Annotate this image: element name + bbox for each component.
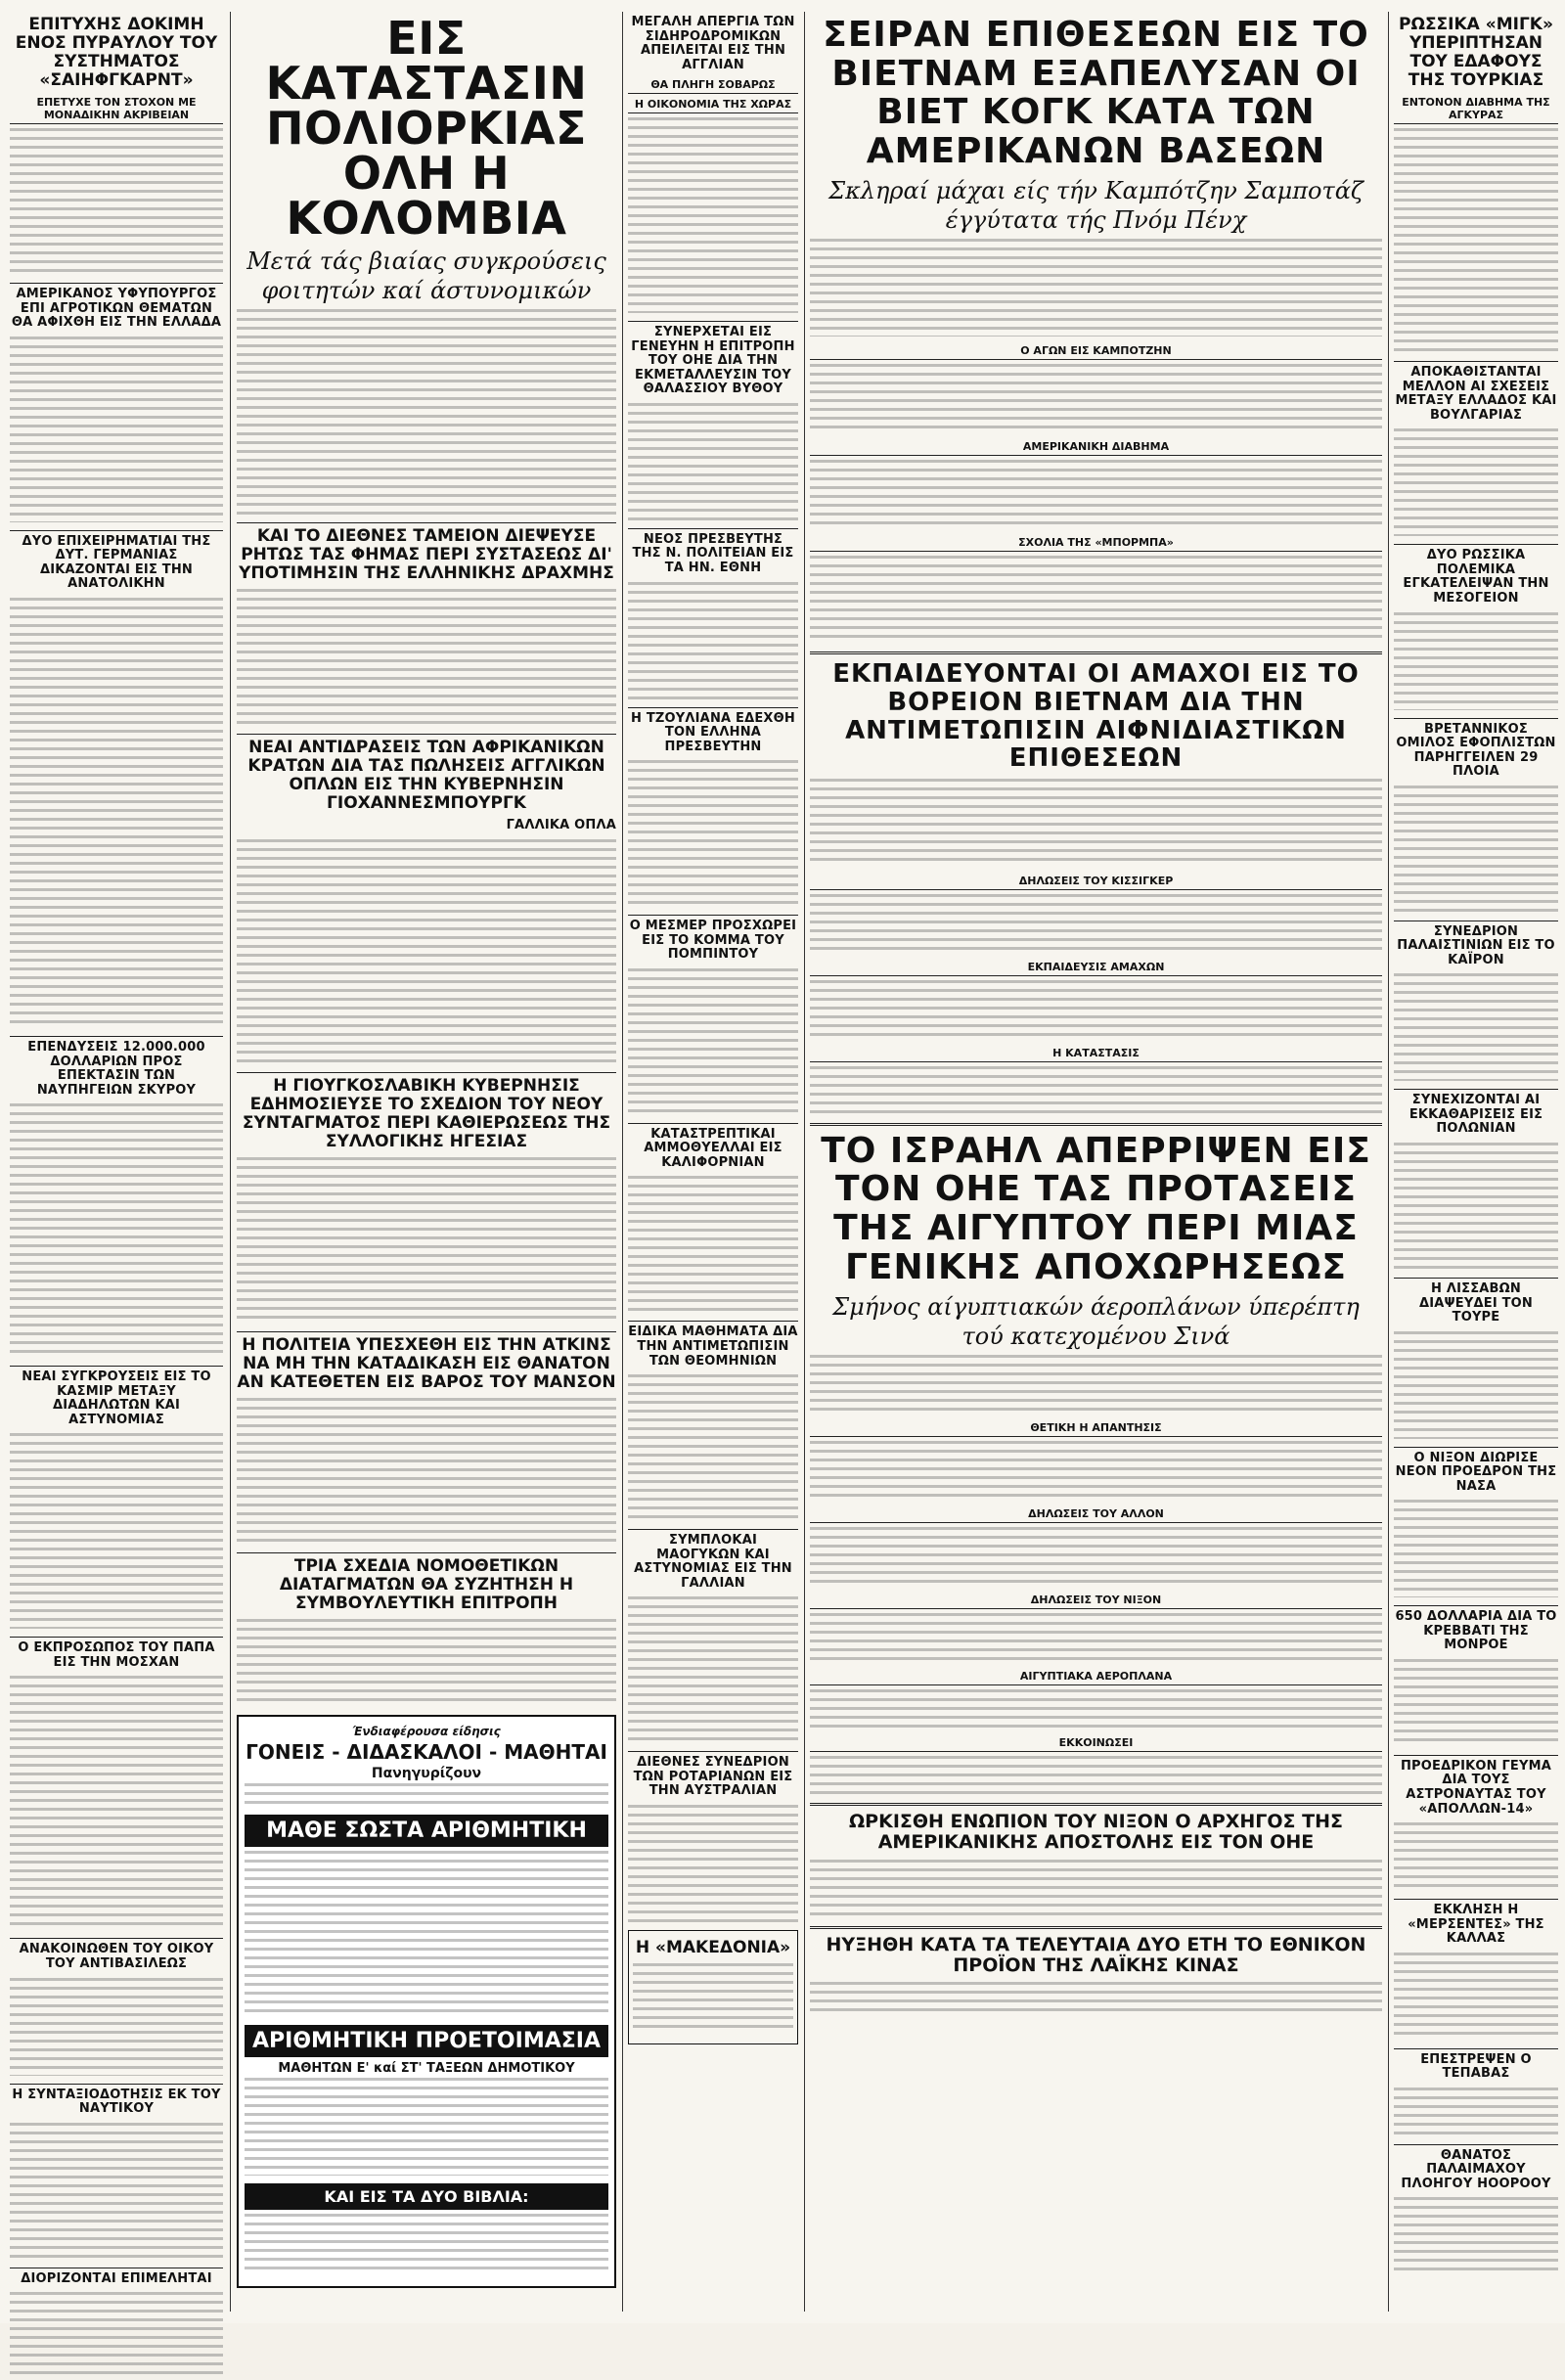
kicker: ΑΜΕΡΙΚΑΝΙΚΗ ΔΙΑΒΗΜΑ bbox=[810, 440, 1382, 456]
article-body bbox=[1394, 1331, 1558, 1439]
article-body bbox=[237, 309, 616, 515]
article-body bbox=[237, 839, 616, 1064]
article-body bbox=[628, 117, 798, 313]
headline: ΚΑΙ ΤΟ ΔΙΕΘΝΕΣ ΤΑΜΕΙΟΝ ΔΙΕΨΕΥΣΕ ΡΗΤΩΣ ΤΑΣ ΦΗΜΑΣ ΠΕΡΙ ΣΥΣΤΑΣΕΩΣ ΔΙ' ΥΠΟΤΙΜΗΣΙΝ ΤΗΣ ΕΛΛΗΝΙΚΗΣ ΔΡΑΧΜΗΣ bbox=[239, 526, 614, 584]
divider bbox=[237, 522, 616, 523]
divider bbox=[1394, 1605, 1558, 1606]
main-headline: ΣΕΙΡΑΝ ΕΠΙΘΕΣΕΩΝ ΕΙΣ ΤΟ ΒΙΕΤΝΑΜ ΕΞΑΠΕΛΥΣΑΝ ΟΙ ΒΙΕΤ ΚΟΓΚ ΚΑΤΑ ΤΩΝ ΑΜΕΡΙΚΑΝΩΝ ΒΑΣΕΩΝ bbox=[823, 15, 1369, 171]
article-body bbox=[237, 1398, 616, 1545]
article-body bbox=[810, 460, 1382, 528]
ad-banner: ΑΡΙΘΜΗΤΙΚΗ ΠΡΟΕΤΟΙΜΑΣΙΑ bbox=[245, 2025, 608, 2057]
ad-body bbox=[245, 1851, 608, 2017]
article-body bbox=[810, 1860, 1382, 1918]
article-body bbox=[1394, 1500, 1558, 1597]
column-5 bbox=[1394, 12, 1558, 2312]
headline: ΤΡΙΑ ΣΧΕΔΙΑ ΝΟΜΟΘΕΤΙΚΩΝ ΔΙΑΤΑΓΜΑΤΩΝ ΘΑ ΣΥΖΗΤΗΣΗ Η ΣΥΜΒΟΥΛΕΥΤΙΚΗ ΕΠΙΤΡΟΠΗ bbox=[279, 1555, 574, 1614]
headline: ΚΑΤΑΣΤΡΕΠΤΙΚΑΙ ΑΜΜΟΘΥΕΛΛΑΙ ΕΙΣ ΚΑΛΙΦΟΡΝΙΑΝ bbox=[644, 1126, 782, 1170]
headline: Η ΤΖΟΥΛΙΑΝΑ ΕΔΕΧΘΗ ΤΟΝ ΕΛΛΗΝΑ ΠΡΕΣΒΕΥΤΗΝ bbox=[631, 710, 795, 754]
main-headline: ΕΙΣ ΚΑΤΑΣΤΑΣΙΝ ΠΟΛΙΟΡΚΙΑΣ ΟΛΗ Η ΚΟΛΟΜΒΙΑ bbox=[265, 12, 588, 245]
headline: ΜΕΓΑΛΗ ΑΠΕΡΓΙΑ ΤΩΝ ΣΙΔΗΡΟΔΡΟΜΙΚΩΝ ΑΠΕΙΛΕΙΤΑΙ ΕΙΣ ΤΗΝ ΑΓΓΛΙΑΝ bbox=[631, 15, 795, 72]
article-body bbox=[10, 337, 223, 522]
subheadline: Σμήνος αίγυπτιακών άεροπλάνων ύπερέπτη τού κατεχομένου Σινά bbox=[832, 1293, 1360, 1351]
article-body bbox=[10, 2123, 223, 2260]
headline: Η ΓΙΟΥΓΚΟΣΛΑΒΙΚΗ ΚΥΒΕΡΝΗΣΙΣ ΕΔΗΜΟΣΙΕΥΣΕ ΤΟ ΣΧΕΔΙΟΝ ΤΟΥ ΝΕΟΥ ΣΥΝΤΑΓΜΑΤΟΣ ΠΕΡΙ ΚΑΘΙΕΡΩΣΕΩΣ ΤΗΣ ΣΥΛΛΟΓΙΚΗΣ ΗΓΕΣΙΑΣ bbox=[242, 1075, 611, 1151]
divider bbox=[10, 1366, 223, 1367]
article-body bbox=[1394, 786, 1558, 913]
divider bbox=[237, 1072, 616, 1073]
kicker: ΣΧΟΛΙΑ ΤΗΣ «ΜΠΟΡΜΠΑ» bbox=[810, 536, 1382, 552]
headline: ΣΥΝΕΡΧΕΤΑΙ ΕΙΣ ΓΕΝΕΥΗΝ Η ΕΠΙΤΡΟΠΗ ΤΟΥ ΟΗΕ ΔΙΑ ΤΗΝ ΕΚΜΕΤΑΛΛΕΥΣΙΝ ΤΟΥ ΘΑΛΑΣΣΙΟΥ ΒΥΘΟΥ bbox=[631, 325, 795, 397]
headline: ΘΑΝΑΤΟΣ ΠΑΛΑΙΜΑΧΟΥ ΠΛΟΗΓΟΥ ΗΟΟΡΟΟΥ bbox=[1401, 2147, 1551, 2191]
article-body bbox=[1394, 612, 1558, 710]
headline: ΑΝΑΚΟΙΝΩΘΕΝ ΤΟΥ ΟΙΚΟΥ ΤΟΥ ΑΝΤΙΒΑΣΙΛΕΩΣ bbox=[19, 1942, 214, 1971]
headline: ΔΙΕΘΝΕΣ ΣΥΝΕΔΡΙΟΝ ΤΩΝ ΡΟΤΑΡΙΑΝΩΝ ΕΙΣ ΤΗΝ ΑΥΣΤΡΑΛΙΑΝ bbox=[633, 1755, 793, 1799]
headline: ΕΙΔΙΚΑ ΜΑΘΗΜΑΤΑ ΔΙΑ ΤΗΝ ΑΝΤΙΜΕΤΩΠΙΣΙΝ ΤΩΝ ΘΕΟΜΗΝΙΩΝ bbox=[628, 1325, 798, 1369]
article-body bbox=[1394, 1822, 1558, 1891]
kicker: ΑΙΓΥΠΤΙΑΚΑ ΑΕΡΟΠΛΑΝΑ bbox=[810, 1670, 1382, 1685]
headline: ΣΥΝΕΧΙΖΟΝΤΑΙ ΑΙ ΕΚΚΑΘΑΡΙΣΕΙΣ ΕΙΣ ΠΟΛΩΝΙΑΝ bbox=[1408, 1093, 1543, 1137]
ad-banner: ΚΑΙ ΕΙΣ ΤΑ ΔΥΟ ΒΙΒΛΙΑ: bbox=[245, 2183, 608, 2210]
divider bbox=[1394, 2144, 1558, 2145]
divider bbox=[1394, 1447, 1558, 1448]
divider bbox=[1394, 718, 1558, 719]
divider bbox=[237, 1331, 616, 1332]
divider bbox=[237, 1552, 616, 1553]
subheadline: Μετά τάς βιαίας συγκρούσεις φοιτητών καί άστυνομικών bbox=[246, 247, 606, 304]
kicker: ΔΗΛΩΣΕΙΣ ΤΟΥ ΚΙΣΣΙΓΚΕΡ bbox=[810, 875, 1382, 890]
kicker: ΔΗΛΩΣΕΙΣ ΤΟΥ ΝΙΞΟΝ bbox=[810, 1594, 1382, 1609]
divider bbox=[628, 915, 798, 916]
article-body bbox=[10, 1676, 223, 1930]
column-rule bbox=[804, 12, 805, 2312]
article-body bbox=[810, 1355, 1382, 1414]
kicker: ΕΚΠΑΙΔΕΥΣΙΣ ΑΜΑΧΩΝ bbox=[810, 961, 1382, 976]
ad-banner: ΜΑΘΕ ΣΩΣΤΑ ΑΡΙΘΜΗΤΙΚΗ bbox=[245, 1815, 608, 1847]
headline: Η ΣΥΝΤΑΞΙΟΔΟΤΗΣΙΣ ΕΚ ΤΟΥ ΝΑΥΤΙΚΟΥ bbox=[12, 2087, 221, 2117]
article-body bbox=[628, 968, 798, 1115]
headline: ΣΥΜΠΛΟΚΑΙ ΜΑΟΓΥΚΩΝ ΚΑΙ ΑΣΤΥΝΟΜΙΑΣ ΕΙΣ ΤΗΝ ΓΑΛΛΙΑΝ bbox=[634, 1533, 792, 1591]
notice-body bbox=[633, 1963, 793, 2032]
headline: ΤΟ ΙΣΡΑΗΛ ΑΠΕΡΡΙΨΕΝ ΕΙΣ ΤΟΝ ΟΗΕ ΤΑΣ ΠΡΟΤΑΣΕΙΣ ΤΗΣ ΑΙΓΥΠΤΟΥ ΠΕΡΙ ΜΙΑΣ ΓΕΝΙΚΗΣ ΑΠΟΧΩΡΗΣΕΩΣ bbox=[821, 1130, 1371, 1287]
headline: ΩΡΚΙΣΘΗ ΕΝΩΠΙΟΝ ΤΟΥ ΝΙΞΟΝ Ο ΑΡΧΗΓΟΣ ΤΗΣ ΑΜΕΡΙΚΑΝΙΚΗΣ ΑΠΟΣΤΟΛΗΣ ΕΙΣ ΤΟΝ ΟΗΕ bbox=[849, 1811, 1343, 1854]
divider bbox=[628, 1751, 798, 1752]
kicker: ΕΠΕΤΥΧΕ ΤΟΝ ΣΤΟΧΟΝ ΜΕ ΜΟΝΑΔΙΚΗΝ ΑΚΡΙΒΕΙΑΝ bbox=[10, 96, 223, 124]
headline: ΡΩΣΣΙΚΑ «ΜΙΓΚ» ΥΠΕΡΙΠΤΗΣΑΝ ΤΟΥ ΕΔΑΦΟΥΣ ΤΗΣ ΤΟΥΡΚΙΑΣ bbox=[1399, 15, 1553, 91]
article-body bbox=[810, 779, 1382, 867]
article-body bbox=[810, 556, 1382, 644]
divider bbox=[10, 1938, 223, 1939]
article-body bbox=[628, 582, 798, 699]
divider bbox=[10, 2084, 223, 2085]
ad-subtitle: Πανηγυρίζουν bbox=[371, 1766, 482, 1782]
article-body bbox=[1394, 2088, 1558, 2136]
article-body bbox=[10, 2292, 223, 2380]
ad-subtitle: ΜΑΘΗΤΩΝ Ε' καί ΣΤ' ΤΑΞΕΩΝ ΔΗΜΟΤΙΚΟΥ bbox=[278, 2061, 575, 2077]
headline: ΝΕΑΙ ΑΝΤΙΔΡΑΣΕΙΣ ΤΩΝ ΑΦΡΙΚΑΝΙΚΩΝ ΚΡΑΤΩΝ ΔΙΑ ΤΑΣ ΠΩΛΗΣΕΙΣ ΑΓΓΛΙΚΩΝ ΟΠΛΩΝ ΕΙΣ ΤΗΝ ΚΥΒΕΡΝΗΣΙΝ ΓΙΟΧΑΝΝΕΣΜΠΟΥΡΓΚ bbox=[247, 738, 605, 814]
article-body bbox=[237, 1619, 616, 1707]
article-body bbox=[1394, 428, 1558, 536]
ad-body bbox=[245, 2214, 608, 2272]
article-body bbox=[810, 1441, 1382, 1500]
headline: Η ΠΟΛΙΤΕΙΑ ΥΠΕΣΧΕΘΗ ΕΙΣ ΤΗΝ ΑΤΚΙΝΣ ΝΑ ΜΗ ΤΗΝ ΚΑΤΑΔΙΚΑΣΗ ΕΙΣ ΘΑΝΑΤΟΝ ΑΝ ΚΑΤΕΘΕΤΕΝ ΕΙΣ ΒΑΡΟΣ ΤΟΥ ΜΑΝΣΟΝ bbox=[237, 1334, 616, 1392]
headline: ΕΠΕΣΤΡΕΨΕΝ Ο ΤΕΠΑΒΑΣ bbox=[1420, 2051, 1532, 2082]
headline: Ο ΜΕΣΜΕΡ ΠΡΟΣΧΩΡΕΙ ΕΙΣ ΤΟ ΚΟΜΜΑ ΤΟΥ ΠΟΜΠΙΝΤΟΥ bbox=[629, 919, 797, 963]
headline: ΕΠΙΤΥΧΗΣ ΔΟΚΙΜΗ ΕΝΟΣ ΠΥΡΑΥΛΟΥ ΤΟΥ ΣΥΣΤΗΜΑΤΟΣ «ΣΑΙΗΦΓΚΑΡΝΤ» bbox=[15, 15, 218, 91]
article-body bbox=[810, 1689, 1382, 1729]
divider bbox=[628, 528, 798, 529]
headline: ΔΙΟΡΙΖΟΝΤΑΙ ΕΠΙΜΕΛΗΤΑΙ bbox=[21, 2270, 212, 2286]
column-3 bbox=[628, 12, 798, 2312]
byline: ΘΑ ΠΛΗΓΗ ΣΟΒΑΡΩΣ bbox=[628, 78, 798, 94]
article-body bbox=[810, 1527, 1382, 1586]
article-body bbox=[1394, 128, 1558, 353]
article-body bbox=[1394, 1143, 1558, 1270]
column-rule bbox=[622, 12, 623, 2312]
article-body bbox=[810, 239, 1382, 337]
article-body bbox=[237, 1157, 616, 1324]
divider bbox=[10, 1036, 223, 1037]
headline: ΔΥΟ ΡΩΣΣΙΚΑ ΠΟΛΕΜΙΚΑ ΕΓΚΑΤΕΛΕΙΨΑΝ ΤΗΝ ΜΕΣΟΓΕΙΟΝ bbox=[1403, 548, 1549, 606]
headline: ΕΚΚΛΗΣΗ Η «ΜΕΡΣΕΝΤΕΣ» ΤΗΣ ΚΑΛΛΑΣ bbox=[1408, 1903, 1544, 1947]
article-body bbox=[628, 760, 798, 907]
column-rule bbox=[1388, 12, 1389, 2312]
divider bbox=[810, 1926, 1382, 1929]
headline: ΑΠΟΚΑΘΙΣΤΑΝΤΑΙ ΜΕΛΛΟΝ ΑΙ ΣΧΕΣΕΙΣ ΜΕΤΑΞΥ ΕΛΛΑΔΟΣ ΚΑΙ ΒΟΥΛΓΑΡΙΑΣ bbox=[1395, 365, 1557, 423]
article-body bbox=[10, 128, 223, 275]
divider bbox=[628, 321, 798, 322]
divider bbox=[10, 283, 223, 284]
column-rule bbox=[230, 12, 231, 2312]
article-body bbox=[628, 1374, 798, 1521]
article-body bbox=[810, 1982, 1382, 2011]
article-body bbox=[628, 1805, 798, 1922]
headline: ΑΜΕΡΙΚΑΝΟΣ ΥΦΥΠΟΥΡΓΟΣ ΕΠΙ ΑΓΡΟΤΙΚΩΝ ΘΕΜΑΤΩΝ ΘΑ ΑΦΙΧΘΗ ΕΙΣ ΤΗΝ ΕΛΛΑΔΑ bbox=[11, 287, 222, 331]
ad-body bbox=[245, 2078, 608, 2176]
divider bbox=[1394, 361, 1558, 362]
headline: ΗΥΞΗΘΗ ΚΑΤΑ ΤΑ ΤΕΛΕΥΤΑΙΑ ΔΥΟ ΕΤΗ ΤΟ ΕΘΝΙΚΟΝ ΠΡΟΪΟΝ ΤΗΣ ΛΑΪΚΗΣ ΚΙΝΑΣ bbox=[826, 1933, 1366, 1976]
article-body bbox=[1394, 1953, 1558, 2041]
headline: ΝΕΑΙ ΣΥΓΚΡΟΥΣΕΙΣ ΕΙΣ ΤΟ ΚΑΣΜΙΡ ΜΕΤΑΞΥ ΔΙΑΔΗΛΩΤΩΝ ΚΑΙ ΑΣΤΥΝΟΜΙΑΣ bbox=[22, 1370, 211, 1427]
article-body bbox=[10, 1103, 223, 1358]
divider bbox=[810, 1803, 1382, 1806]
headline: Ο ΕΚΠΡΟΣΩΠΟΣ ΤΟΥ ΠΑΠΑ ΕΙΣ ΤΗΝ ΜΟΣΧΑΝ bbox=[18, 1640, 215, 1670]
article-body bbox=[810, 1066, 1382, 1115]
column-2 bbox=[237, 12, 616, 2312]
kicker: ΕΚΚΟΙΝΩΣΕΙ bbox=[810, 1736, 1382, 1752]
headline: ΔΥΟ ΕΠΙΧΕΙΡΗΜΑΤΙΑΙ ΤΗΣ ΔΥΤ. ΓΕΡΜΑΝΙΑΣ ΔΙΚΑΖΟΝΤΑΙ ΕΙΣ ΤΗΝ ΑΝΑΤΟΛΙΚΗΝ bbox=[22, 533, 211, 592]
article-body bbox=[1394, 973, 1558, 1081]
headline: ΕΠΕΝΔΥΣΕΙΣ 12.000.000 ΔΟΛΛΑΡΙΩΝ ΠΡΟΣ ΕΠΕΚΤΑΣΙΝ ΤΩΝ ΝΑΥΠΗΓΕΙΩΝ ΣΚΥΡΟΥ bbox=[27, 1039, 205, 1098]
ad-body bbox=[245, 1783, 608, 1807]
boxed-notice bbox=[628, 1930, 798, 2044]
ad-title: ΓΟΝΕΙΣ - ΔΙΔΑΣΚΑΛΟΙ - ΜΑΘΗΤΑΙ bbox=[246, 1740, 607, 1765]
article-body bbox=[10, 1433, 223, 1629]
article-body bbox=[628, 1596, 798, 1743]
article-body bbox=[810, 980, 1382, 1039]
divider bbox=[1394, 1899, 1558, 1900]
article-body bbox=[10, 1978, 223, 2076]
kicker: Η ΟΙΚΟΝΟΜΙΑ ΤΗΣ ΧΩΡΑΣ bbox=[628, 98, 798, 113]
article-body bbox=[10, 598, 223, 1028]
divider bbox=[237, 734, 616, 735]
divider bbox=[628, 707, 798, 708]
article-body bbox=[810, 1756, 1382, 1795]
divider bbox=[628, 1529, 798, 1530]
headline: ΠΡΟΕΔΡΙΚΟΝ ΓΕΥΜΑ ΔΙΑ ΤΟΥΣ ΑΣΤΡΟΝΑΥΤΑΣ ΤΟΥ «ΑΠΟΛΛΩΝ-14» bbox=[1400, 1758, 1552, 1817]
headline: Ο ΝΙΞΟΝ ΔΙΩΡΙΣΕ ΝΕΟΝ ΠΡΟΕΔΡΟΝ ΤΗΣ ΝΑΣΑ bbox=[1395, 1450, 1557, 1494]
article-body bbox=[1394, 1659, 1558, 1747]
ad-kicker: Ένδιαφέρουσα είδησις bbox=[352, 1725, 501, 1739]
headline: ΝΕΟΣ ΠΡΕΣΒΕΥΤΗΣ ΤΗΣ Ν. ΠΟΛΙΤΕΙΑΝ ΕΙΣ ΤΑ ΗΝ. ΕΘΝΗ bbox=[632, 531, 794, 576]
headline: Η ΛΙΣΣΑΒΩΝ ΔΙΑΨΕΥΔΕΙ ΤΟΝ ΤΟΥΡΕ bbox=[1418, 1280, 1533, 1325]
headline: Η «ΜΑΚΕΔΟΝΙΑ» bbox=[635, 1937, 791, 1957]
section-label: ΓΑΛΛΙΚΑ ΟΠΛΑ bbox=[506, 818, 616, 833]
divider bbox=[810, 1123, 1382, 1126]
article-body bbox=[237, 589, 616, 726]
divider bbox=[10, 530, 223, 531]
article-body bbox=[810, 894, 1382, 953]
headline: ΕΚΠΑΙΔΕΥΟΝΤΑΙ ΟΙ ΑΜΑΧΟΙ ΕΙΣ ΤΟ ΒΟΡΕΙΟΝ ΒΙΕΤΝΑΜ ΔΙΑ ΤΗΝ ΑΝΤΙΜΕΤΩΠΙΣΙΝ ΑΙΦΝΙΔΙΑΣΤΙΚΩΝ ΕΠΙΘΕΣΕΩΝ bbox=[832, 659, 1360, 774]
headline: 650 ΔΟΛΛΑΡΙΑ ΔΙΑ ΤΟ ΚΡΕΒΒΑΤΙ ΤΗΣ ΜΟΝΡΟΕ bbox=[1395, 1609, 1557, 1653]
divider bbox=[1394, 1278, 1558, 1279]
article-body bbox=[810, 364, 1382, 432]
kicker: Ο ΑΓΩΝ ΕΙΣ ΚΑΜΠΟΤΖΗΝ bbox=[810, 344, 1382, 360]
column-1 bbox=[10, 12, 223, 2312]
subheadline: Σκληραί μάχαι είς τήν Καμπότζην Σαμποτάζ έγγύτατα τής Πνόμ Πένχ bbox=[828, 177, 1364, 235]
divider bbox=[10, 1637, 223, 1638]
article-body bbox=[628, 403, 798, 520]
divider bbox=[628, 1123, 798, 1124]
divider bbox=[1394, 544, 1558, 545]
article-body bbox=[1394, 2197, 1558, 2275]
article-body bbox=[628, 1176, 798, 1313]
divider bbox=[1394, 2048, 1558, 2049]
article-body bbox=[810, 1613, 1382, 1662]
divider bbox=[1394, 1755, 1558, 1756]
column-4 bbox=[810, 12, 1382, 2312]
divider bbox=[1394, 1089, 1558, 1090]
kicker: ΘΕΤΙΚΗ Η ΑΠΑΝΤΗΣΙΣ bbox=[810, 1421, 1382, 1437]
divider bbox=[810, 651, 1382, 654]
kicker: ΔΗΛΩΣΕΙΣ ΤΟΥ ΑΛΛΟΝ bbox=[810, 1507, 1382, 1523]
headline: ΒΡΕΤΑΝΝΙΚΟΣ ΟΜΙΛΟΣ ΕΦΟΠΛΙΣΤΩΝ ΠΑΡΗΓΓΕΙΛΕΝ 29 ΠΛΟΙΑ bbox=[1396, 721, 1556, 780]
kicker: Η ΚΑΤΑΣΤΑΣΙΣ bbox=[810, 1047, 1382, 1062]
kicker: ΕΝΤΟΝΟΝ ΔΙΑΒΗΜΑ ΤΗΣ ΑΓΚΥΡΑΣ bbox=[1394, 96, 1558, 124]
advertisement bbox=[237, 1715, 616, 2288]
headline: ΣΥΝΕΔΡΙΟΝ ΠΑΛΑΙΣΤΙΝΙΩΝ ΕΙΣ ΤΟ ΚΑΪΡΟΝ bbox=[1397, 923, 1555, 967]
divider bbox=[628, 1321, 798, 1322]
